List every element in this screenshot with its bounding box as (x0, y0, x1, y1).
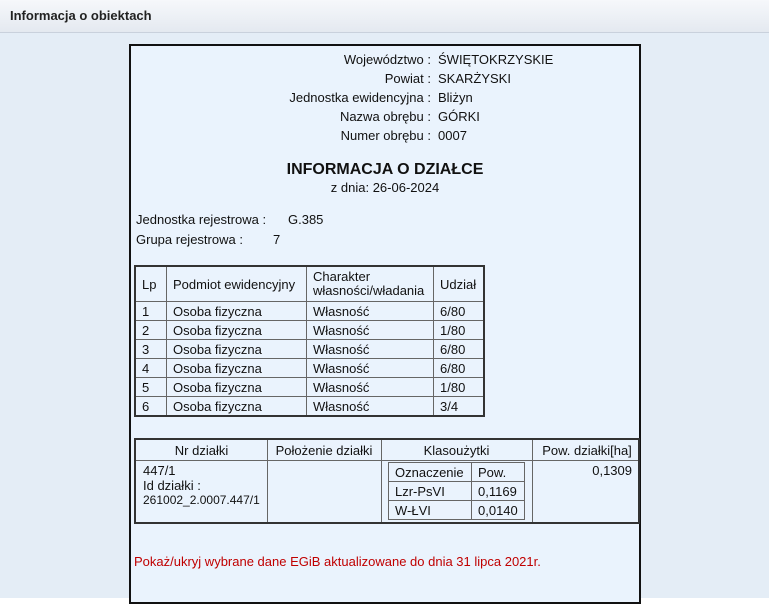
document-date: z dnia: 26-06-2024 (330, 180, 440, 195)
window-titlebar (0, 0, 769, 33)
parcel-id-label: Id działki : (143, 478, 201, 493)
parcel-number-header: Nr działki (174, 443, 229, 458)
precinct-number-label: Numer obrębu : (340, 128, 431, 143)
parcel-info-document (129, 44, 641, 604)
table-row: W-ŁVI 0,0140 (389, 501, 525, 520)
precinct-name-value: GÓRKI (438, 109, 480, 124)
landuse-col-symbol: Oznaczenie (389, 463, 472, 482)
landuse-header: Klasoużytki (423, 443, 490, 458)
precinct-name-label: Nazwa obrębu : (339, 109, 431, 124)
table-row: Lzr-PsVI 0,1169 (389, 482, 525, 501)
toggle-egib-data-link[interactable]: Pokaż/ukryj wybrane dane EGiB aktualizowane do dnia 31 lipca 2021r. (134, 554, 541, 569)
document-title: INFORMACJA O DZIAŁCE (286, 161, 484, 178)
table-row: 4 Osoba fizyczna Własność 6/80 (135, 359, 484, 378)
registry-unit-value: G.385 (288, 212, 324, 227)
parcel-location-header: Położenie działki (275, 443, 373, 458)
landuse-col-area: Pow. (472, 463, 525, 482)
registry-group-value: 7 (273, 232, 281, 247)
parcel-number: 447/1 (143, 463, 176, 478)
unit-value: Bliżyn (438, 90, 473, 105)
county-value: SKARŻYSKI (438, 71, 511, 86)
voivodeship-value: ŚWIĘTOKRZYSKIE (438, 52, 554, 67)
precinct-number-value: 0007 (438, 128, 467, 143)
col-share: Udział (434, 266, 485, 302)
table-row: 1 Osoba fizyczna Własność 6/80 (135, 302, 484, 321)
window-title: Informacja o obiektach (10, 8, 152, 23)
landuse-table (388, 462, 525, 520)
owners-header-row (135, 266, 484, 302)
parcel-id-value: 261002_2.0007.447/1 (143, 493, 260, 507)
row-divider (136, 460, 638, 461)
col-subject: Podmiot ewidencyjny (167, 266, 307, 302)
unit-label: Jednostka ewidencyjna : (289, 90, 431, 105)
col-lp: Lp (135, 266, 167, 302)
registry-unit-label: Jednostka rejestrowa : (136, 212, 267, 227)
landuse-header-row (389, 463, 525, 482)
table-row: 5 Osoba fizyczna Własność 1/80 (135, 378, 484, 397)
registry-group-label: Grupa rejestrowa : (136, 232, 243, 247)
table-row: 3 Osoba fizyczna Własność 6/80 (135, 340, 484, 359)
table-row: 6 Osoba fizyczna Własność 3/4 (135, 397, 484, 417)
owners-table (134, 265, 485, 417)
parcel-area-value: 0,1309 (592, 463, 632, 478)
table-row: 2 Osoba fizyczna Własność 1/80 (135, 321, 484, 340)
parcel-area-header: Pow. działki[ha] (542, 443, 632, 458)
county-label: Powiat : (384, 71, 431, 86)
parcel-table (134, 438, 640, 524)
col-character: Charakter własności/władania (307, 266, 434, 302)
voivodeship-label: Województwo : (343, 52, 431, 67)
